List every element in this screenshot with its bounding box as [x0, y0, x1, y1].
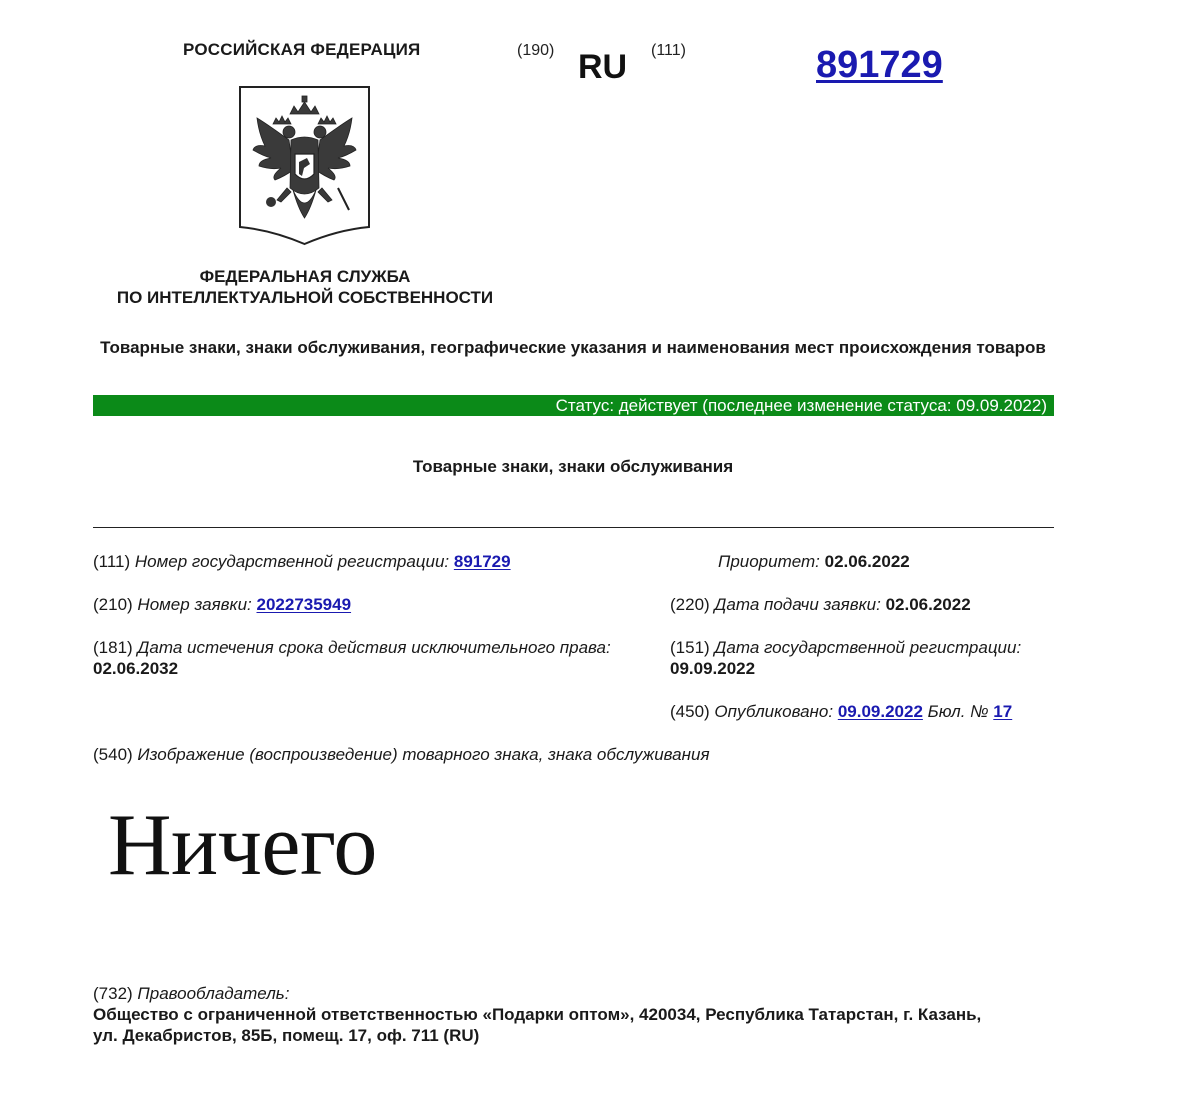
field-540	[93, 744, 710, 765]
field-label: Дата подачи заявки:	[714, 595, 881, 614]
expiry-date: 02.06.2032	[93, 659, 179, 678]
trademark-word: Ничего	[108, 797, 377, 894]
code-190: (190)	[517, 42, 555, 59]
field-450	[670, 701, 1012, 722]
status-bar: Статус: действует (последнее изменение статуса: 09.09.2022)	[93, 395, 1054, 416]
field-151	[670, 637, 1090, 679]
registration-number-link[interactable]: 891729	[816, 44, 943, 86]
bulletin-number-link[interactable]: 17	[993, 702, 1013, 721]
code-111: (111)	[651, 42, 686, 59]
country-name: РОССИЙСКАЯ ФЕДЕРАЦИЯ	[183, 40, 421, 59]
field-111	[93, 551, 511, 572]
registration-number-value-link[interactable]: 891729	[453, 552, 511, 571]
field-label: Дата истечения срока действия исключительного права:	[137, 638, 611, 657]
agency-name	[90, 266, 520, 308]
registration-date: 09.09.2022	[670, 659, 756, 678]
field-label: Дата государственной регистрации:	[714, 638, 1022, 657]
field-code: (540)	[93, 745, 133, 764]
field-732	[93, 983, 1093, 1046]
country-code: RU	[578, 48, 628, 86]
agency-line-2: ПО ИНТЕЛЛЕКТУАЛЬНОЙ СОБСТВЕННОСТИ	[116, 288, 494, 307]
field-code: (210)	[93, 595, 133, 614]
field-code: (111)	[93, 552, 131, 571]
holder-line-2: ул. Декабристов, 85Б, помещ. 17, оф. 711 (RU)	[93, 1026, 480, 1045]
coat-of-arms-icon	[237, 84, 372, 251]
field-label: Опубликовано:	[714, 702, 834, 721]
priority-date: 02.06.2022	[824, 552, 910, 571]
field-label: Изображение (воспроизведение) товарного знака, знака обслуживания	[137, 745, 710, 764]
field-label: Номер заявки:	[137, 595, 252, 614]
field-181	[93, 637, 653, 679]
field-code: (220)	[670, 595, 710, 614]
agency-line-1: ФЕДЕРАЛЬНАЯ СЛУЖБА	[199, 267, 411, 286]
field-code: (151)	[670, 638, 710, 657]
field-210	[93, 594, 351, 615]
document-category: Товарные знаки, знаки обслуживания, географические указания и наименования мест происхождения товаров	[100, 338, 1046, 357]
field-code: (450)	[670, 702, 710, 721]
field-220	[670, 594, 971, 615]
field-label: Номер государственной регистрации:	[134, 552, 450, 571]
divider	[93, 527, 1054, 528]
filing-date: 02.06.2022	[885, 595, 971, 614]
field-label: Правообладатель:	[137, 984, 290, 1003]
publication-date-link[interactable]: 09.09.2022	[837, 702, 923, 721]
field-label: Приоритет:	[718, 552, 820, 571]
field-code: (732)	[93, 984, 133, 1003]
application-number-link[interactable]: 2022735949	[256, 595, 352, 614]
holder-line-1: Общество с ограниченной ответственностью «Подарки оптом», 420034, Республика Татарстан, г. Казань,	[93, 1005, 982, 1024]
field-priority	[718, 551, 910, 572]
section-title: Товарные знаки, знаки обслуживания	[412, 457, 734, 476]
bulletin-label: Бюл. №	[927, 702, 989, 721]
field-code: (181)	[93, 638, 133, 657]
